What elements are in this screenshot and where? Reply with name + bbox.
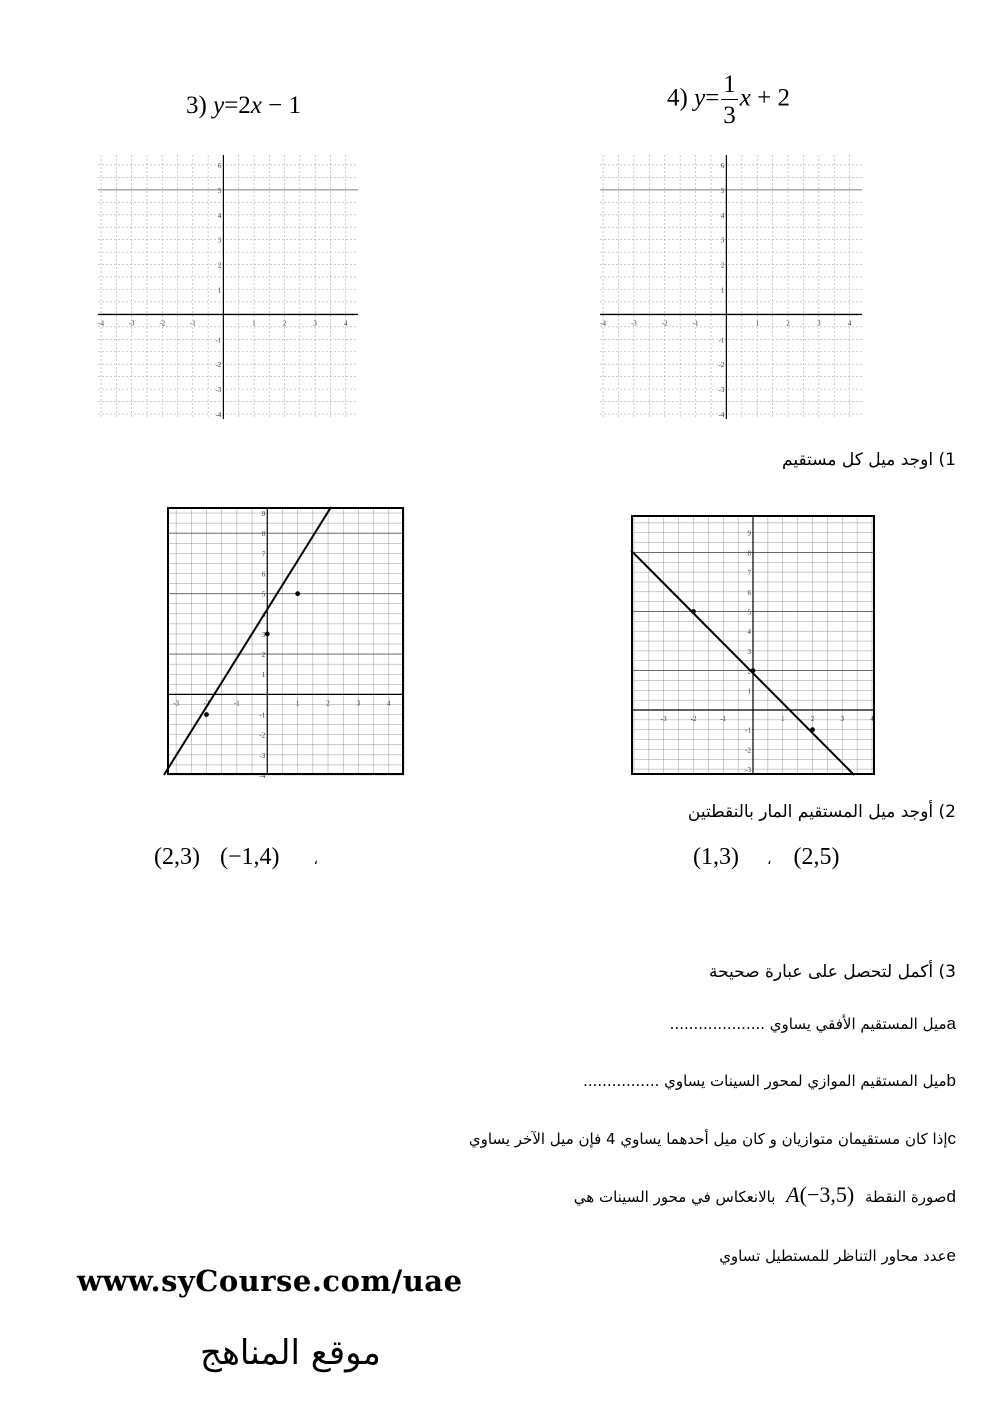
x-tick-label: 1 — [252, 319, 256, 328]
y-tick-label: 6 — [261, 570, 266, 579]
item-text: ميل المستقيم الأفقي يساوي .................... — [669, 1015, 947, 1033]
question-1 — [782, 450, 956, 470]
y-tick-label: 7 — [261, 550, 266, 559]
item-text: بالانعكاس في محور السينات هي — [573, 1188, 776, 1206]
x-tick-label: -2 — [159, 319, 166, 328]
data-point — [295, 591, 300, 596]
x-tick-label: -3 — [630, 319, 637, 328]
series-line — [631, 550, 854, 775]
y-tick-label: -4 — [215, 411, 222, 420]
y-tick-label: 2 — [747, 667, 751, 676]
fraction — [721, 72, 738, 128]
separator: ، — [766, 853, 772, 868]
y-tick-label: 5 — [217, 186, 222, 195]
x-tick-label: 2 — [282, 319, 287, 328]
item-letter: d — [946, 1187, 956, 1206]
website-url[interactable]: www.syCourse.com/uae — [77, 1264, 463, 1298]
equation-x: x — [739, 84, 751, 112]
x-tick-label: 3 — [817, 319, 821, 328]
item-text: ميل المستقيم الموازي لمحور السينات يساوي ................ — [583, 1072, 947, 1090]
equation-x: x — [250, 92, 262, 119]
y-tick-label: 4 — [720, 211, 725, 220]
y-tick-label: -1 — [718, 336, 725, 345]
question-text: أوجد ميل المستقيم المار بالنقطتين — [687, 802, 934, 822]
y-tick-label: 4 — [217, 211, 222, 220]
y-tick-label: -1 — [215, 336, 222, 345]
x-tick-label: 3 — [356, 699, 361, 708]
x-tick-label: 4 — [870, 715, 874, 723]
item-text: صورة النقطة — [864, 1188, 947, 1206]
y-tick-label: -4 — [259, 772, 266, 780]
point: (2,5) — [793, 844, 840, 870]
constant-term: − 1 — [268, 92, 302, 119]
equation-4 — [667, 72, 790, 128]
point: (2,3) — [154, 844, 200, 870]
y-tick-label: 5 — [720, 186, 725, 195]
question-2 — [688, 802, 956, 822]
x-tick-label: 1 — [755, 319, 759, 328]
x-tick-label: -1 — [233, 699, 240, 708]
y-tick-label: 5 — [261, 590, 266, 599]
x-tick-label: 4 — [387, 699, 391, 708]
point-name: A — [786, 1182, 800, 1207]
question-text: أكمل لتحصل على عبارة صحيحة — [708, 962, 934, 982]
y-tick-label: 3 — [747, 647, 751, 656]
x-tick-label: 3 — [313, 319, 317, 328]
y-tick-label: 2 — [261, 651, 266, 660]
y-tick-label: -3 — [745, 766, 751, 775]
item-text: عدد محاور التناظر للمستطيل تساوي — [719, 1247, 947, 1265]
equation-number: 3) — [186, 92, 207, 119]
item-e — [719, 1246, 956, 1266]
chart-frame — [168, 508, 403, 774]
y-tick-label: -3 — [718, 386, 725, 395]
point-pair-right — [693, 844, 840, 871]
item-d — [574, 1182, 956, 1208]
point: (−1,4) — [219, 844, 280, 870]
y-tick-label: 1 — [217, 286, 222, 295]
x-tick-label: 1 — [781, 715, 785, 723]
y-tick-label: 6 — [720, 161, 725, 170]
point-pair-left — [154, 844, 318, 871]
blank-grid-right[interactable] — [600, 155, 862, 419]
question-3 — [709, 962, 956, 982]
equation-y: y — [213, 92, 225, 119]
y-tick-label: -2 — [745, 746, 751, 755]
question-number: 2) — [938, 802, 956, 822]
y-tick-label: 3 — [720, 236, 725, 245]
x-tick-label: 4 — [344, 319, 348, 328]
site-name: موقع المناهج — [200, 1333, 381, 1373]
fraction-denominator: 3 — [723, 102, 736, 129]
x-tick-label: -4 — [98, 319, 104, 328]
fraction-numerator: 1 — [723, 71, 736, 98]
x-tick-label: -1 — [720, 715, 727, 723]
y-tick-label: 2 — [217, 261, 222, 270]
line-chart-left — [167, 507, 404, 780]
y-tick-label: -2 — [718, 361, 725, 370]
x-tick-label: -4 — [600, 319, 607, 328]
item-text: إذا كان مستقيمان متوازيان و كان ميل أحدهما يساوي 4 فإن ميل الآخر يساوي — [468, 1130, 948, 1148]
x-tick-label: -2 — [690, 715, 697, 723]
y-tick-label: -2 — [215, 361, 222, 370]
constant-term: + 2 — [757, 84, 791, 112]
equation-y: y — [694, 84, 706, 112]
point-a — [786, 1182, 854, 1207]
x-tick-label: -1 — [692, 319, 699, 328]
x-tick-label: -1 — [189, 319, 196, 328]
separator: ، — [313, 853, 319, 868]
y-tick-label: -1 — [259, 711, 266, 720]
point-coords: (−3,5) — [799, 1182, 855, 1207]
y-tick-label: -3 — [259, 751, 266, 760]
coefficient: 2 — [238, 92, 251, 119]
point: (1,3) — [693, 844, 739, 870]
x-tick-label: 2 — [326, 699, 330, 708]
x-tick-label: 2 — [786, 319, 790, 328]
x-tick-label: -2 — [661, 319, 668, 328]
y-tick-label: -2 — [259, 731, 266, 740]
y-tick-label: 3 — [217, 236, 222, 245]
y-tick-label: 1 — [261, 671, 266, 680]
y-tick-label: 9 — [747, 529, 751, 538]
y-tick-label: 7 — [747, 569, 751, 578]
x-tick-label: -3 — [173, 699, 180, 708]
item-c — [469, 1129, 956, 1149]
equals-sign: = — [705, 84, 720, 112]
data-point — [691, 609, 696, 614]
data-point — [265, 632, 270, 637]
equals-sign: = — [224, 92, 239, 119]
data-point — [751, 668, 756, 673]
y-tick-label: 6 — [747, 588, 751, 597]
y-tick-label: 8 — [747, 549, 751, 558]
x-tick-label: -3 — [660, 715, 667, 723]
x-tick-label: -2 — [203, 699, 210, 708]
data-point — [204, 712, 209, 717]
question-text: اوجد ميل كل مستقيم — [782, 450, 934, 470]
equation-number: 4) — [667, 84, 688, 112]
data-point — [810, 727, 815, 732]
x-tick-label: 1 — [295, 699, 300, 708]
x-tick-label: 2 — [810, 715, 815, 723]
y-tick-label: 5 — [747, 608, 751, 617]
y-tick-label: 3 — [261, 630, 266, 639]
y-tick-label: 9 — [261, 510, 266, 519]
y-tick-label: 2 — [720, 261, 725, 270]
y-tick-label: 8 — [261, 530, 266, 539]
question-number: 1) — [938, 450, 956, 470]
y-tick-label: -1 — [745, 726, 751, 735]
item-letter: c — [947, 1129, 956, 1148]
item-b — [583, 1071, 956, 1091]
y-tick-label: 6 — [217, 161, 222, 170]
equation-3 — [186, 92, 301, 120]
blank-grid-left[interactable] — [98, 155, 358, 419]
item-letter: a — [946, 1014, 956, 1033]
x-tick-label: 4 — [847, 319, 852, 328]
item-letter: b — [946, 1071, 956, 1090]
x-tick-label: -3 — [128, 319, 135, 328]
y-tick-label: -4 — [718, 411, 725, 420]
y-tick-label: 4 — [747, 628, 751, 637]
y-tick-label: -3 — [215, 386, 222, 395]
y-tick-label: 1 — [720, 286, 725, 295]
item-a — [670, 1014, 956, 1034]
line-chart-right — [631, 515, 875, 775]
item-letter: e — [946, 1246, 956, 1265]
x-tick-label: 3 — [840, 715, 845, 723]
question-number: 3) — [938, 962, 956, 982]
y-tick-label: 4 — [261, 610, 266, 619]
y-tick-label: 1 — [747, 687, 751, 696]
